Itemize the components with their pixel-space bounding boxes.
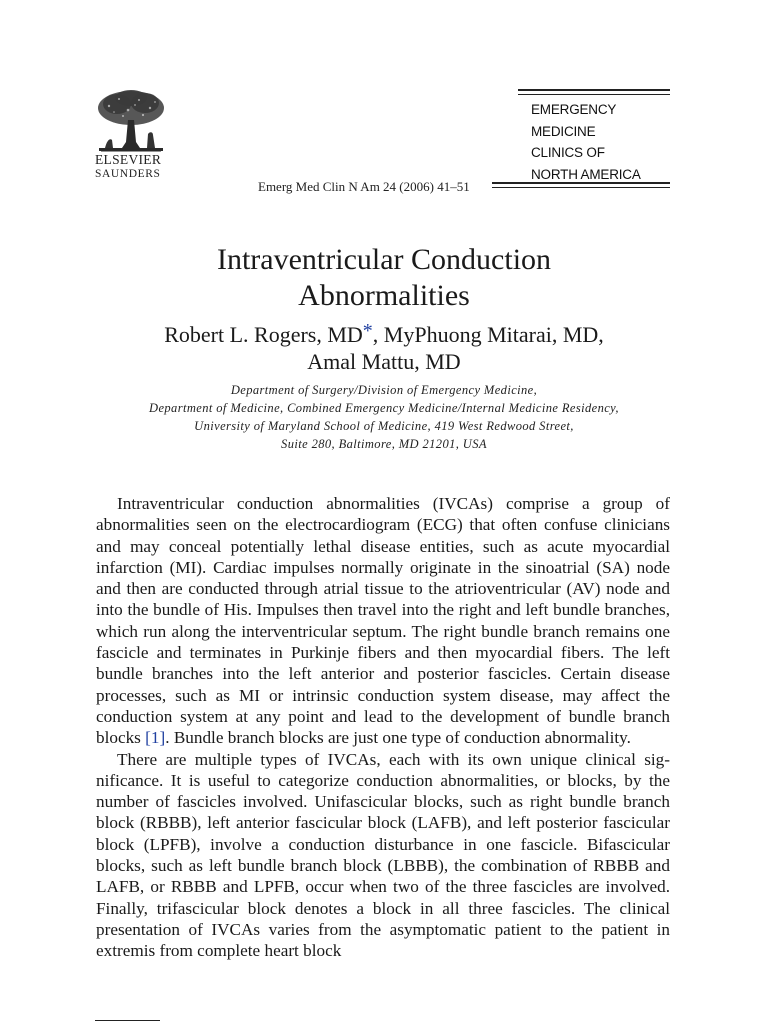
- affiliation-line: Suite 280, Baltimore, MD 21201, USA: [281, 437, 487, 451]
- journal-name-line: EMERGENCY: [531, 102, 617, 117]
- footnote-separator: [95, 1020, 160, 1021]
- author-affiliation: [0, 381, 768, 453]
- paragraph-text: Intraventricular conduction abnormalities (IVCAs) comprise a group of abnormalities seen on the electrocardiogram (ECG) that often confuse clinicians and may conceal potentially lethal disease entities, such as acute myocardial infarction (MI). Cardiac impulses normally originate in the sinoatrial (SA) node and then are conducted through atrial tissue to the atrioventricular (AV) node and into the bundle of His. Impulses then travel into the right and left bundle branches, which run along the interventricular septum. The right bundle branch remains one fascicle and terminates in Purkinje fibers and then myocardial fibers. The left bundle branches into the left anterior and posterior fascicles. Certain disease processes, such as MI or intrinsic conduction system disease, may affect the conduction system at any point and lead to the development of bundle branch blocks: [96, 494, 670, 748]
- article-body: [96, 493, 670, 962]
- article-title: [0, 242, 768, 314]
- body-paragraph: There are multiple types of IVCAs, each with its own unique clinical significance. It is useful to categorize conduction abnormalities, or blocks, by the number of fascicles involved. Unifascicular blocks, such as right bundle branch block (RBBB), left anterior fascicular block (LAFB), and left posterior fascicular block (LPFB), involve a conduction disturbance in one fascicle. Bifascicular blocks, such as left bundle branch block (LBBB), the combination of RBBB and LAFB, or RBBB and LPFB, occur when two of the three fascicles are involved. Finally, trifascicular block denotes a block in all three fascicles. The clinical presentation of IVCAs varies from the asymptomatic patient to the patient in extremis from complete heart block: [96, 749, 670, 961]
- author-line: [0, 321, 768, 348]
- journal-name-line: MEDICINE: [531, 123, 596, 139]
- masthead-bottom-rule: [492, 182, 670, 188]
- author-name: , MyPhuong Mitarai, MD,: [372, 322, 604, 347]
- title-line: Intraventricular Conduction: [216, 243, 552, 276]
- journal-name-line: NORTH AMERICA: [531, 166, 641, 182]
- body-paragraph: [96, 493, 670, 749]
- publisher-name: [95, 153, 161, 181]
- reference-link[interactable]: [1]: [145, 728, 166, 748]
- journal-name: [531, 99, 641, 185]
- imprint-label: SAUNDERS: [95, 168, 161, 180]
- paragraph-text: . Bundle branch blocks are just one type of conduction abnormality.: [165, 728, 631, 748]
- journal-name-line: CLINICS OF: [531, 145, 605, 160]
- journal-masthead: [518, 89, 670, 192]
- affiliation-line: Department of Medicine, Combined Emergency Medicine/Internal Medicine Residency,: [149, 401, 619, 415]
- journal-citation: Emerg Med Clin N Am 24 (2006) 41–51: [258, 179, 470, 194]
- elsevier-tree-logo: [95, 90, 167, 154]
- corresponding-author-mark[interactable]: *: [362, 320, 373, 342]
- author-line: Amal Mattu, MD: [307, 349, 461, 374]
- title-line: Abnormalities: [298, 279, 470, 312]
- author-name: Robert L. Rogers, MD: [164, 322, 363, 347]
- affiliation-line: Department of Surgery/Division of Emergency Medicine,: [230, 383, 538, 397]
- publisher-label: ELSEVIER: [95, 152, 162, 167]
- affiliation-line: University of Maryland School of Medicine, 419 West Redwood Street,: [194, 419, 574, 433]
- author-list: [0, 321, 768, 375]
- masthead-top-rule: [518, 89, 670, 95]
